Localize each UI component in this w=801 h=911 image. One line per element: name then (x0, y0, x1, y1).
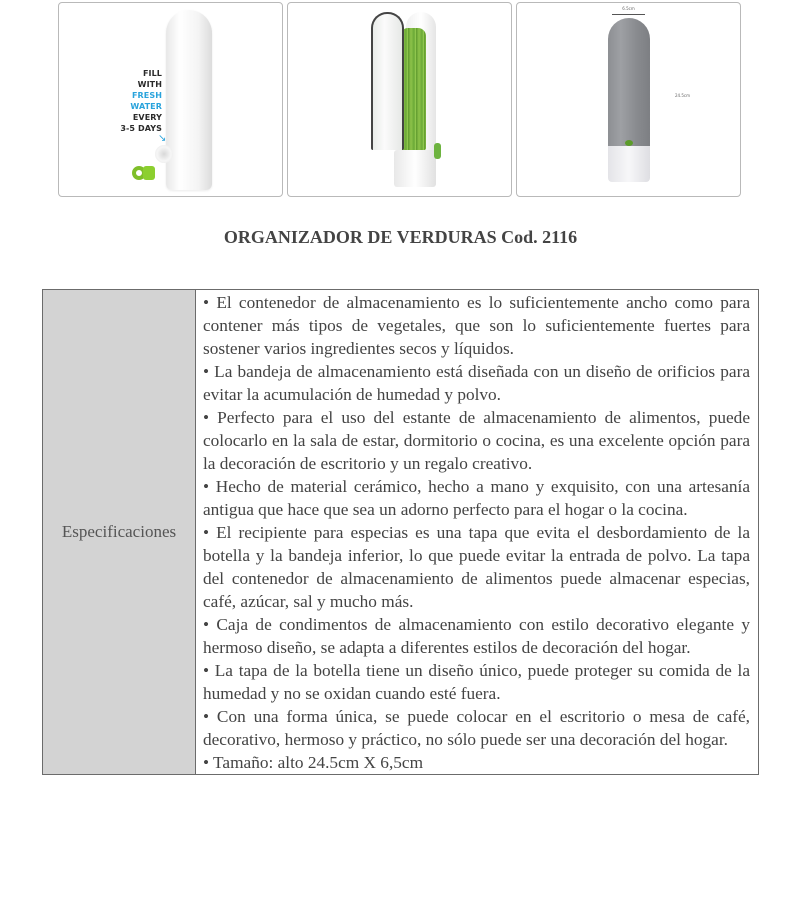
green-cap-image (143, 166, 155, 180)
specifications-content (196, 290, 759, 775)
water-spout-image (155, 145, 173, 163)
keeper-base-image (608, 146, 650, 182)
label-line: WITH (137, 80, 162, 89)
product-thumbnail-1[interactable] (58, 2, 283, 197)
keeper-base-image (394, 150, 436, 187)
fill-instructions-label (120, 68, 162, 134)
product-title: ORGANIZADOR DE VERDURAS Cod. 2116 (223, 227, 578, 247)
product-thumbnail-3[interactable] (516, 2, 741, 197)
label-line-highlight: WATER (130, 102, 162, 111)
width-dimension-label: 6.5cm (622, 6, 635, 11)
specifications-label: Especificaciones (43, 290, 196, 775)
height-dimension-label: 24.5cm (675, 93, 691, 98)
spec-bullet: • Caja de condimentos de almacenamiento con estilo decorativo elegante y hermoso diseño, se adapta a diferentes estilos de decoración del hogar. (203, 615, 750, 657)
spec-bullet: • Con una forma única, se puede colocar en el escritorio o mesa de café, decorativo, hermoso y práctico, no sólo puede ser una decoración del hogar. (203, 707, 750, 749)
spec-bullet: • La bandeja de almacenamiento está diseñada con un diseño de orificios para evitar la acumulación de humedad y polvo. (203, 362, 750, 404)
spec-bullet: • El contenedor de almacenamiento es lo suficientemente ancho como para contener más tipos de vegetales, que son lo suficientemente fuertes para sostener varios ingredientes secos y líquidos. (203, 293, 750, 358)
curved-arrow-icon: ↘ (158, 133, 167, 144)
keeper-tube-gray-image (608, 18, 650, 146)
product-thumbnail-2[interactable] (287, 2, 512, 197)
spec-bullet: • Tamaño: alto 24.5cm X 6,5cm (203, 753, 424, 772)
label-line: EVERY (132, 113, 162, 122)
spec-bullet: • La tapa de la botella tiene un diseño único, puede proteger su comida de la humedad y no se oxidan cuando esté fuera. (203, 661, 750, 703)
product-image-gallery (58, 2, 744, 199)
green-clip-image (434, 143, 441, 159)
spec-bullet: • Perfecto para el uso del estante de almacenamiento de alimentos, puede colocarlo en la sala de estar, dormitorio o cocina, es una excelente opción para la decoración de escritorio y un regalo creativo. (203, 408, 750, 473)
spec-bullet: • El recipiente para especias es una tapa que evita el desbordamiento de la botella y la bandeja inferior, lo que puede evitar la entrada de polvo. La tapa del contenedor de almacenamiento de alimentos puede almacenar especias, café, azúcar, sal y mucho más. (203, 523, 750, 611)
width-dimension-line (612, 14, 645, 15)
spec-bullet: • Hecho de material cerámico, hecho a mano y exquisito, con una artesanía antigua que hace que sea un adorno perfecto para el hogar o la cocina. (203, 477, 750, 519)
table-row (43, 290, 759, 775)
label-line-highlight: FRESH (131, 91, 162, 100)
label-line: 3-5 DAYS (120, 124, 162, 133)
label-line: FILL (142, 69, 162, 78)
keeper-door-image (371, 12, 404, 150)
specifications-table (42, 289, 759, 775)
keeper-tube-image (166, 10, 212, 190)
